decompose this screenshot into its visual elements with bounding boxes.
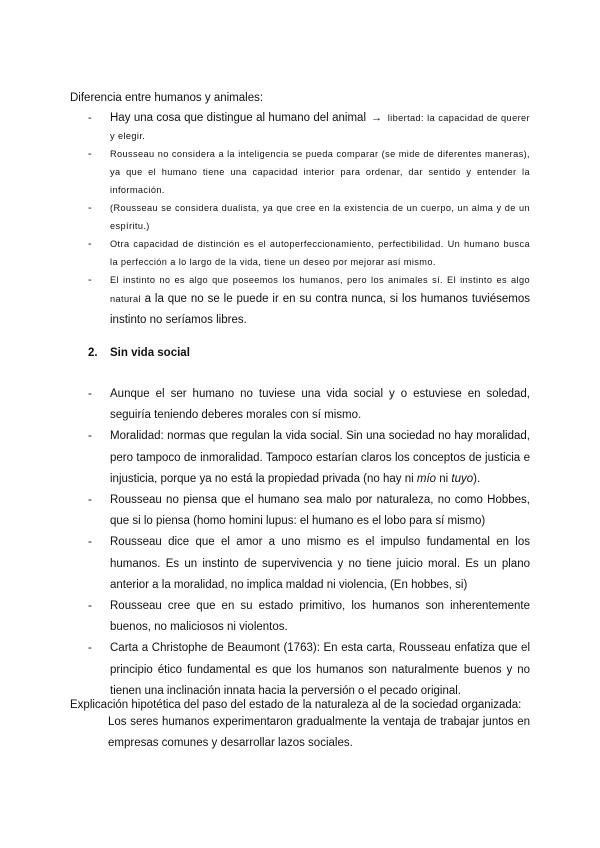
list-item [88,490,530,532]
list-item [88,596,530,638]
list-item [88,109,530,145]
explanation-paragraph: Los seres humanos experimentaron gradualmente la ventaja de trabajar juntos en empresas comunes y desarrollar lazos sociales. [108,716,530,749]
item-text-italic: mío [416,472,437,485]
section-title [88,347,190,359]
bullet-dash: - [88,600,92,613]
bullet-dash: - [88,274,93,286]
item-text: Rousseau no piensa que el humano sea malo por naturaleza, no como Hobbes, que si lo piensa (homo homini lupus: el humano es el lobo para sí mismo) [110,494,530,528]
item-text: Rousseau dice que el amor a uno mismo es el impulso fundamental en los humanos. Es un instinto de supervivencia y no tiene juicio moral. Es un plano anterior a la moralidad, no implica maldad ni violencia, (En hobbes, si) [110,536,530,591]
list-item [88,199,530,235]
item-text: (Rousseau se considera dualista, ya que cree en la existencia de un cuerpo, un alma y de un espíritu.) [110,203,530,231]
bullet-dash: - [88,202,93,214]
item-text: ni [436,472,452,485]
item-text: El instinto no es algo que poseemos los humanos, pero los animales sí. El instinto es algo natural [110,275,530,304]
heading-explanation: Explicación hipotética del paso del estado de la naturaleza al de la sociedad organizada: [70,699,522,711]
item-text: Aunque el ser humano no tuviese una vida social y o estuviese en soledad, seguiría teniendo deberes morales con sí mismo. [110,388,530,422]
bullet-dash: - [88,148,93,160]
section-title-text: Sin vida social [110,347,190,359]
list-item [88,426,530,490]
item-text: Rousseau no considera a la inteligencia se pueda comparar (se mide de diferentes maneras), ya que el humano tiene una capacidad interior para ordenar, dar sentido y entender la información. [110,149,530,195]
heading-differences: Diferencia entre humanos y animales: [70,92,264,104]
bullet-dash: - [88,494,92,507]
item-text-italic: tuyo [451,472,474,485]
item-text: a la que no se le puede ir en su contra nunca, si los humanos tuviésemos instinto no seríamos libres. [110,293,531,326]
list-item [88,532,530,596]
section-number: 2. [88,347,98,359]
list-item [88,384,530,426]
differences-list [88,109,530,331]
bullet-dash: - [88,238,93,250]
bullet-dash: - [88,642,92,655]
list-item [88,235,530,271]
arrow-right-icon: → [371,112,383,124]
list-item [88,638,530,702]
bullet-dash: - [88,430,92,443]
item-text: Otra capacidad de distinción es el autoperfeccionamiento, perfectibilidad. Un humano busca la perfección a lo largo de la vida, tiene un deseo por mejorar así mismo. [110,239,530,267]
item-text: ). [473,472,481,485]
item-text: Carta a Christophe de Beaumont (1763): En esta carta, Rousseau enfatiza que el principio ético fundamental es que los humanos son naturalmente buenos y no tienen una inclinación innata hacia la perversión o el pecado original. [110,642,530,697]
bullet-dash: - [88,388,92,400]
item-text: Rousseau cree que en su estado primitivo, los humanos son inherentemente buenos, no maliciosos ni violentos. [110,600,530,634]
bullet-dash: - [88,536,92,549]
social-list [88,384,530,702]
item-text: libertad: la capacidad de querer y elegir. [110,113,531,141]
item-text: Hay una cosa que distingue al humano del animal [110,112,366,124]
item-text: Moralidad: normas que regulan la vida social. Sin una sociedad no hay moralidad, pero tampoco de inmoralidad. Tampoco estarían claros los conceptos de justicia e injusticia, porque ya no está la propiedad privada (no hay ni [110,430,530,485]
list-item [88,145,530,199]
list-item [88,271,530,331]
bullet-dash: - [88,112,93,124]
